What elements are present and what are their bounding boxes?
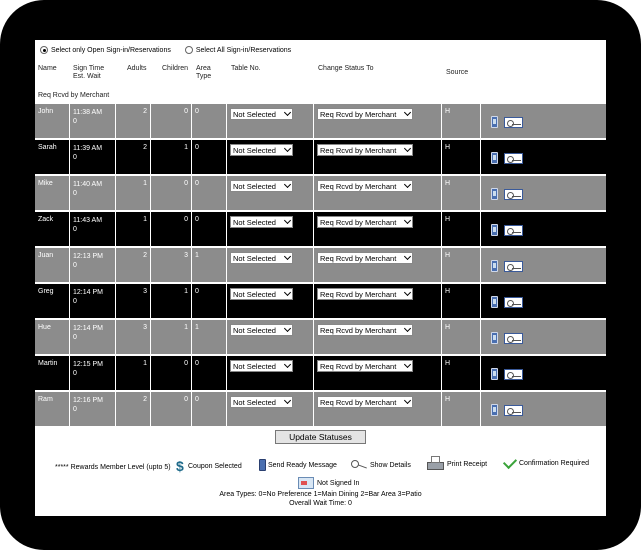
details-icon[interactable]: [504, 297, 523, 308]
status-select-value: Req Rcvd by Merchant: [320, 217, 397, 227]
children-count: 1: [151, 284, 191, 318]
area-type: 0: [192, 392, 226, 426]
chevron-down-icon: [404, 217, 411, 224]
table-cell: [227, 176, 313, 210]
table-select-value: Not Selected: [233, 361, 276, 371]
col-header-source: Source: [446, 69, 469, 76]
magnifier-icon: [351, 460, 367, 470]
legend-coupon: [176, 459, 242, 473]
status-select[interactable]: [317, 180, 413, 192]
details-icon[interactable]: [504, 369, 523, 380]
table-select[interactable]: [230, 252, 293, 264]
status-select-value: Req Rcvd by Merchant: [320, 145, 397, 155]
sign-time-cell: [70, 392, 115, 426]
table-select[interactable]: [230, 108, 293, 120]
area-type: 0: [192, 104, 226, 138]
guest-name: Hue: [35, 320, 69, 354]
children-count: 0: [151, 392, 191, 426]
status-select[interactable]: [317, 324, 413, 336]
area-types-note: Area Types: 0=No Preference 1=Main Dining 2=Bar Area 3=Patio: [219, 491, 422, 498]
guest-name: Sarah: [35, 140, 69, 174]
row-actions: [481, 140, 606, 174]
table-select-value: Not Selected: [233, 109, 276, 119]
sign-time-cell: [70, 248, 115, 282]
update-statuses-button[interactable]: Update Statuses: [275, 430, 366, 444]
legend-send-ready: [259, 459, 337, 471]
adults-count: 3: [116, 320, 150, 354]
area-type: 0: [192, 356, 226, 390]
table-select[interactable]: [230, 360, 293, 372]
phone-icon[interactable]: [491, 332, 498, 344]
table-row: [35, 176, 606, 210]
status-select-value: Req Rcvd by Merchant: [320, 289, 397, 299]
check-icon: [503, 455, 517, 469]
details-icon[interactable]: [504, 405, 523, 416]
radio-open-only[interactable]: [40, 46, 48, 54]
sign-time-cell: [70, 212, 115, 246]
source: H: [442, 140, 480, 174]
sign-time-cell: [70, 356, 115, 390]
chevron-down-icon: [284, 325, 291, 332]
status-select[interactable]: [317, 360, 413, 372]
filter-open-only-label: Select only Open Sign-in/Reservations: [51, 46, 171, 54]
table-select[interactable]: [230, 180, 293, 192]
sign-time: 12:16 PM: [73, 397, 103, 404]
chevron-down-icon: [404, 397, 411, 404]
phone-icon[interactable]: [491, 224, 498, 236]
phone-icon[interactable]: [491, 188, 498, 200]
chevron-down-icon: [404, 181, 411, 188]
message-icon: [259, 459, 266, 471]
table-cell: [227, 212, 313, 246]
col-header-children: Children: [162, 65, 189, 72]
col-header-table-no: Table No.: [231, 65, 261, 72]
source: H: [442, 104, 480, 138]
details-icon[interactable]: [504, 153, 523, 164]
sign-time: 12:14 PM: [73, 289, 103, 296]
chevron-down-icon: [284, 361, 291, 368]
table-select-value: Not Selected: [233, 253, 276, 263]
source: H: [442, 284, 480, 318]
table-cell: [227, 140, 313, 174]
row-actions: [481, 212, 606, 246]
not-signed-in-icon: [298, 477, 314, 489]
status-select-value: Req Rcvd by Merchant: [320, 361, 397, 371]
chevron-down-icon: [284, 397, 291, 404]
sign-time: 11:38 AM: [73, 109, 103, 116]
adults-count: 1: [116, 212, 150, 246]
row-actions: [481, 320, 606, 354]
reservation-rows: [35, 104, 606, 428]
guest-name: John: [35, 104, 69, 138]
source: H: [442, 320, 480, 354]
chevron-down-icon: [404, 289, 411, 296]
table-cell: [227, 392, 313, 426]
area-type: 1: [192, 248, 226, 282]
status-cell: [314, 356, 441, 390]
table-select[interactable]: [230, 288, 293, 300]
table-select-value: Not Selected: [233, 217, 276, 227]
row-actions: [481, 392, 606, 426]
legend-show-details: [351, 460, 411, 470]
row-actions: [481, 284, 606, 318]
status-select-value: Req Rcvd by Merchant: [320, 109, 397, 119]
table-row: [35, 284, 606, 318]
chevron-down-icon: [284, 109, 291, 116]
status-select[interactable]: [317, 108, 413, 120]
col-header-sign-time-label: Sign Time: [73, 65, 105, 72]
table-row: [35, 104, 606, 138]
sign-time: 12:15 PM: [73, 361, 103, 368]
status-cell: [314, 392, 441, 426]
table-select-value: Not Selected: [233, 289, 276, 299]
table-select[interactable]: [230, 324, 293, 336]
area-type: 1: [192, 320, 226, 354]
row-actions: [481, 356, 606, 390]
source: H: [442, 356, 480, 390]
adults-count: 2: [116, 140, 150, 174]
children-count: 0: [151, 212, 191, 246]
status-select[interactable]: [317, 216, 413, 228]
phone-icon[interactable]: [491, 404, 498, 416]
est-wait: 0: [73, 262, 77, 269]
status-select-value: Req Rcvd by Merchant: [320, 397, 397, 407]
phone-icon[interactable]: [491, 152, 498, 164]
legend-not-signed-in: [298, 477, 359, 489]
table-select-value: Not Selected: [233, 145, 276, 155]
table-cell: [227, 356, 313, 390]
adults-count: 1: [116, 356, 150, 390]
details-icon[interactable]: [504, 117, 523, 128]
details-icon[interactable]: [504, 189, 523, 200]
source: H: [442, 248, 480, 282]
legend-confirmation-label: Confirmation Required: [519, 460, 590, 467]
filter-open-only[interactable]: [40, 46, 171, 54]
col-header-change-status: Change Status To: [318, 65, 374, 72]
status-cell: [314, 248, 441, 282]
sign-time: 11:40 AM: [73, 181, 103, 188]
table-row: [35, 140, 606, 174]
row-actions: [481, 248, 606, 282]
table-select[interactable]: [230, 144, 293, 156]
legend-coupon-label: Coupon Selected: [188, 462, 242, 470]
sign-time-cell: [70, 140, 115, 174]
coupon-icon: $: [176, 458, 184, 474]
col-header-area-label: Area: [196, 65, 211, 72]
est-wait: 0: [73, 190, 77, 197]
table-select-value: Not Selected: [233, 325, 276, 335]
overall-wait-time: Overall Wait Time: 0: [289, 500, 352, 507]
table-cell: [227, 320, 313, 354]
adults-count: 3: [116, 284, 150, 318]
col-header-name: Name: [38, 65, 57, 72]
table-row: [35, 320, 606, 354]
sign-time: 11:39 AM: [73, 145, 103, 152]
legend-rewards: ***** Rewards Member Level (upto 5): [55, 464, 171, 471]
filter-all-label: Select All Sign-in/Reservations: [195, 46, 292, 54]
children-count: 0: [151, 104, 191, 138]
chevron-down-icon: [284, 253, 291, 260]
status-cell: [314, 320, 441, 354]
sign-time-cell: [70, 104, 115, 138]
row-actions: [481, 104, 606, 138]
guest-name: Greg: [35, 284, 69, 318]
details-icon[interactable]: [504, 333, 523, 344]
sign-time: 12:13 PM: [73, 253, 103, 260]
printer-icon: [427, 456, 444, 472]
chevron-down-icon: [284, 145, 291, 152]
status-cell: [314, 140, 441, 174]
legend-show-details-label: Show Details: [370, 461, 411, 469]
est-wait: 0: [73, 226, 77, 233]
adults-count: 1: [116, 176, 150, 210]
area-type: 0: [192, 284, 226, 318]
legend-print-receipt-label: Print Receipt: [447, 460, 488, 468]
children-count: 0: [151, 176, 191, 210]
status-select-value: Req Rcvd by Merchant: [320, 253, 397, 263]
sign-time: 11:43 AM: [73, 217, 103, 224]
chevron-down-icon: [404, 109, 411, 116]
table-select[interactable]: [230, 216, 293, 228]
sign-time-cell: [70, 176, 115, 210]
guest-name: Martin: [35, 356, 69, 390]
adults-count: 2: [116, 248, 150, 282]
source: H: [442, 392, 480, 426]
area-type: 0: [192, 140, 226, 174]
est-wait: 0: [73, 298, 77, 305]
legend-not-signed-in-label: Not Signed In: [317, 479, 360, 487]
est-wait: 0: [73, 406, 77, 413]
table-cell: [227, 284, 313, 318]
guest-name: Ram: [35, 392, 69, 426]
status-cell: [314, 176, 441, 210]
radio-all[interactable]: [185, 46, 193, 54]
source: H: [442, 176, 480, 210]
table-cell: [227, 104, 313, 138]
status-select-value: Req Rcvd by Merchant: [320, 181, 397, 191]
adults-count: 2: [116, 104, 150, 138]
sign-time: 12:14 PM: [73, 325, 103, 332]
table-select[interactable]: [230, 396, 293, 408]
area-type: 0: [192, 212, 226, 246]
reservation-panel: [35, 40, 606, 516]
phone-icon[interactable]: [491, 368, 498, 380]
filter-all[interactable]: [185, 46, 291, 54]
col-header-est-wait-label: Est. Wait: [73, 73, 101, 80]
status-select[interactable]: [317, 144, 413, 156]
table-row: [35, 248, 606, 282]
status-cell: [314, 104, 441, 138]
table-row: [35, 392, 606, 426]
col-header-sign-time: [73, 65, 104, 81]
status-select-value: Req Rcvd by Merchant: [320, 325, 397, 335]
status-select[interactable]: [317, 252, 413, 264]
details-icon[interactable]: [504, 225, 523, 236]
legend-print-receipt: [427, 456, 487, 472]
legend-confirmation: [504, 460, 589, 467]
chevron-down-icon: [284, 289, 291, 296]
children-count: 0: [151, 356, 191, 390]
phone-icon[interactable]: [491, 260, 498, 272]
sign-time-cell: [70, 284, 115, 318]
est-wait: 0: [73, 154, 77, 161]
col-header-adults: Adults: [127, 65, 147, 72]
legend-send-ready-label: Send Ready Message: [268, 461, 337, 469]
guest-name: Mike: [35, 176, 69, 210]
row-actions: [481, 176, 606, 210]
est-wait: 0: [73, 118, 77, 125]
children-count: 1: [151, 140, 191, 174]
guest-name: Juan: [35, 248, 69, 282]
children-count: 3: [151, 248, 191, 282]
phone-icon[interactable]: [491, 296, 498, 308]
status-cell: [314, 212, 441, 246]
adults-count: 2: [116, 392, 150, 426]
chevron-down-icon: [404, 325, 411, 332]
col-header-type-label: Type: [196, 73, 212, 80]
est-wait: 0: [73, 370, 77, 377]
status-select[interactable]: [317, 288, 413, 300]
sign-time-cell: [70, 320, 115, 354]
chevron-down-icon: [284, 217, 291, 224]
status-select[interactable]: [317, 396, 413, 408]
chevron-down-icon: [284, 181, 291, 188]
chevron-down-icon: [404, 361, 411, 368]
children-count: 1: [151, 320, 191, 354]
area-type: 0: [192, 176, 226, 210]
chevron-down-icon: [404, 145, 411, 152]
filter-options: [40, 43, 305, 57]
source: H: [442, 212, 480, 246]
table-cell: [227, 248, 313, 282]
col-header-req-rcvd: Req Rcvd by Merchant: [38, 92, 110, 99]
est-wait: 0: [73, 334, 77, 341]
table-select-value: Not Selected: [233, 397, 276, 407]
table-row: [35, 212, 606, 246]
table-select-value: Not Selected: [233, 181, 276, 191]
status-cell: [314, 284, 441, 318]
table-row: [35, 356, 606, 390]
chevron-down-icon: [404, 253, 411, 260]
legend: [35, 456, 606, 476]
details-icon[interactable]: [504, 261, 523, 272]
phone-icon[interactable]: [491, 116, 498, 128]
col-header-area-type: [196, 65, 211, 81]
guest-name: Zack: [35, 212, 69, 246]
